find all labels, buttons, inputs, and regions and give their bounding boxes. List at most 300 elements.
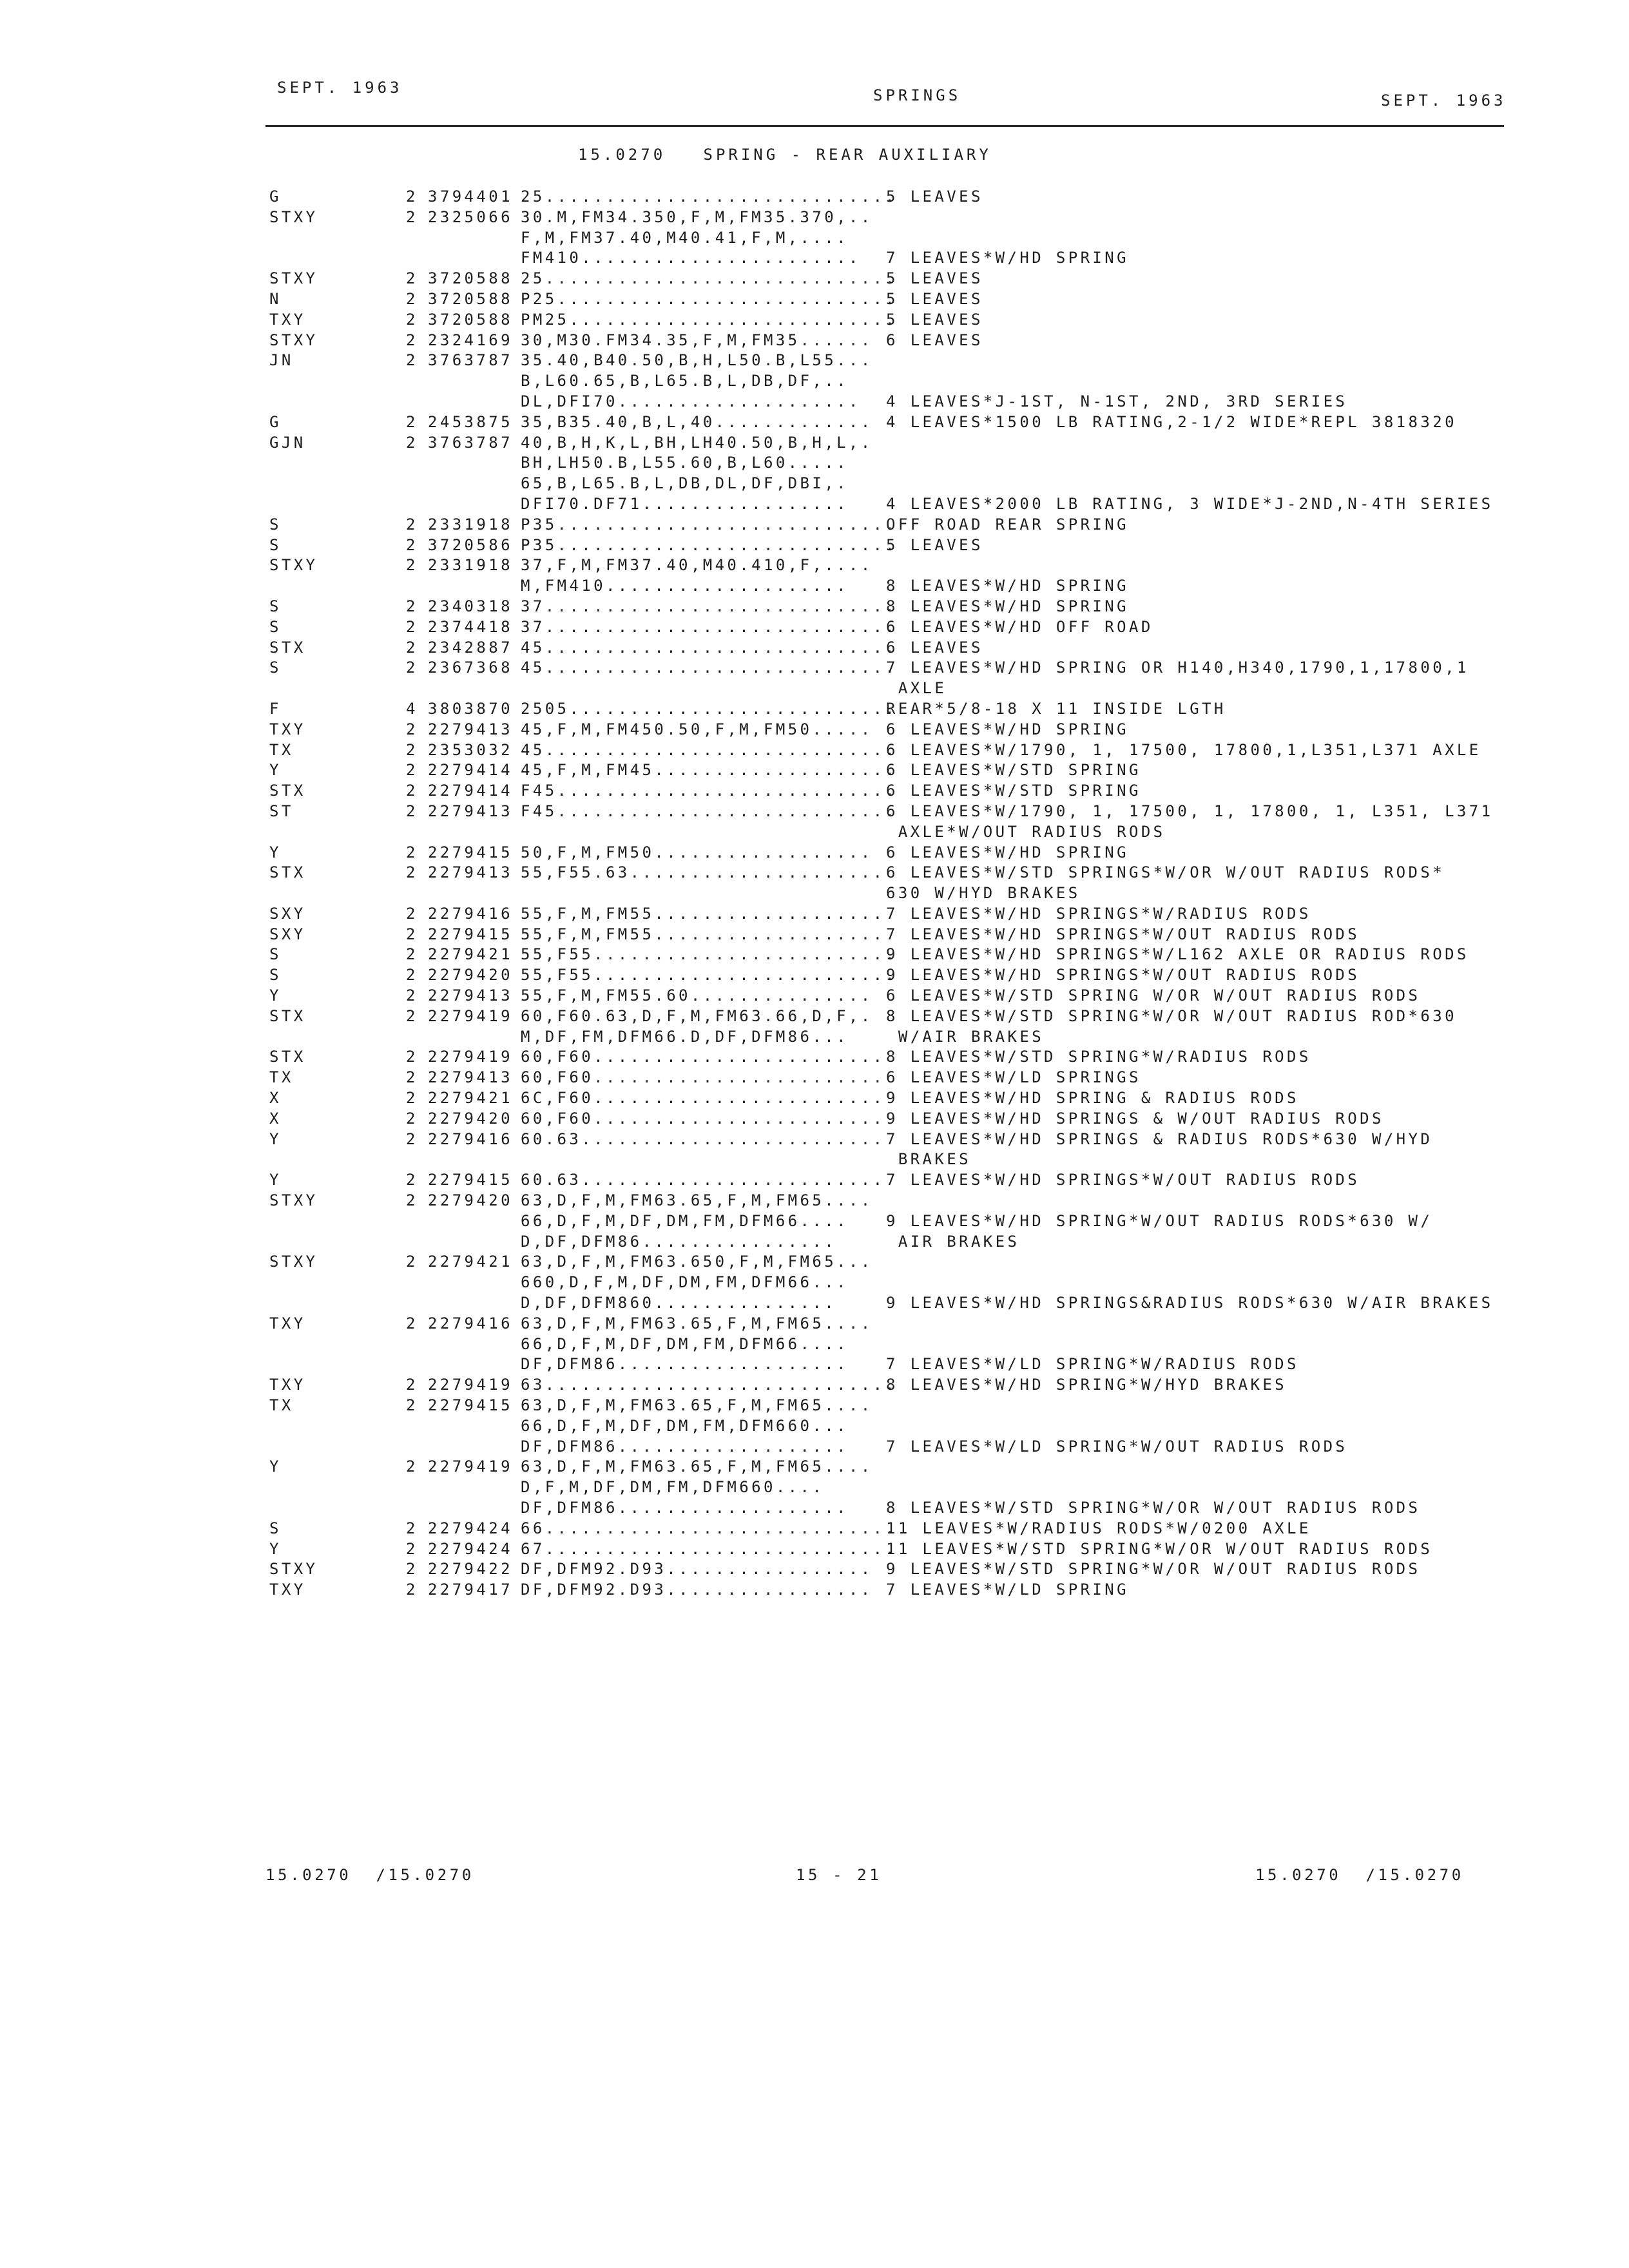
table-row: [269, 617, 1507, 638]
model-code: G: [269, 187, 282, 206]
table-row: [269, 576, 1507, 597]
model-code: TXY: [269, 1314, 306, 1332]
table-row: [269, 1354, 1507, 1375]
application: 6C,F60........................: [521, 1089, 885, 1108]
description: 5 LEAVES: [886, 269, 983, 288]
quantity: 2: [406, 863, 418, 882]
part-number: 2279419: [428, 1457, 513, 1476]
part-number: 3763787: [428, 351, 513, 370]
description: 6 LEAVES*W/STD SPRING W/OR W/OUT RADIUS RODS: [886, 986, 1421, 1005]
part-number: 2374418: [428, 617, 513, 636]
quantity: 2: [406, 1376, 418, 1394]
table-row: [269, 1477, 1507, 1498]
quantity: 2: [406, 207, 418, 226]
model-code: STX: [269, 863, 306, 882]
quantity: 2: [406, 617, 418, 636]
description: 7 LEAVES*W/LD SPRING: [886, 1581, 1129, 1599]
quantity: 2: [406, 310, 418, 329]
model-code: STXY: [269, 269, 318, 288]
description: REAR*5/8-18 X 11 INSIDE LGTH: [886, 699, 1226, 718]
model-code: TX: [269, 740, 294, 759]
quantity: 2: [406, 1129, 418, 1148]
table-row: [269, 289, 1507, 310]
part-number: 2279421: [428, 945, 513, 964]
table-row: [269, 1149, 1507, 1170]
application: 45.............................: [521, 638, 898, 657]
description: 9 LEAVES*W/HD SPRINGS*W/OUT RADIUS RODS: [886, 966, 1360, 985]
description: 6 LEAVES: [886, 331, 983, 349]
application: 55,F,M,FM55...................: [521, 904, 885, 923]
application: 660,D,F,M,DF,DM,FM,DFM66...: [521, 1273, 849, 1292]
table-row: [269, 1027, 1507, 1048]
part-number: 2279413: [428, 720, 513, 738]
table-row: [269, 412, 1507, 433]
quantity: 2: [406, 925, 418, 943]
table-row: [269, 1109, 1507, 1129]
application: D,DF,DFM86................: [521, 1232, 837, 1251]
part-number: 2279419: [428, 1048, 513, 1066]
model-code: STX: [269, 1048, 306, 1066]
part-number: 3720588: [428, 310, 513, 329]
part-number: 2279415: [428, 1396, 513, 1415]
footer-ref-left: 15.0270 /15.0270: [265, 1866, 474, 1884]
part-number: 3720586: [428, 535, 513, 554]
description: 6 LEAVES*W/STD SPRINGS*W/OR W/OUT RADIUS RODS*: [886, 863, 1445, 882]
quantity: 2: [406, 289, 418, 308]
model-code: JN: [269, 351, 294, 370]
table-row: [269, 1232, 1507, 1253]
description: 8 LEAVES*W/HD SPRING: [886, 577, 1129, 595]
quantity: 2: [406, 761, 418, 780]
quantity: 2: [406, 1068, 418, 1087]
table-row: [269, 1273, 1507, 1293]
model-code: X: [269, 1089, 282, 1108]
application: 37.............................: [521, 597, 898, 615]
table-row: [269, 1519, 1507, 1539]
model-code: Y: [269, 761, 282, 780]
model-code: STX: [269, 1006, 306, 1025]
table-row: [269, 904, 1507, 925]
description: 8 LEAVES*W/STD SPRING*W/OR W/OUT RADIUS ROD*630: [886, 1006, 1457, 1025]
application: 55,F,M,FM55.60...............: [521, 986, 873, 1005]
description: AXLE: [886, 679, 947, 698]
description: 9 LEAVES*W/HD SPRING*W/OUT RADIUS RODS*630 W/: [886, 1211, 1433, 1230]
table-row: [269, 535, 1507, 556]
table-row: [269, 883, 1507, 904]
table-row: [269, 658, 1507, 678]
description: 8 LEAVES*W/HD SPRING: [886, 597, 1129, 615]
description: 7 LEAVES*W/HD SPRINGS*W/OUT RADIUS RODS: [886, 925, 1360, 943]
description: 5 LEAVES: [886, 310, 983, 329]
part-number: 3794401: [428, 187, 513, 206]
table-row: [269, 1416, 1507, 1437]
quantity: 2: [406, 1109, 418, 1128]
application: 55,F,M,FM55...................: [521, 925, 885, 943]
model-code: S: [269, 966, 282, 985]
description: 9 LEAVES*W/HD SPRING & RADIUS RODS: [886, 1089, 1299, 1108]
quantity: 2: [406, 1191, 418, 1210]
model-code: ST: [269, 802, 294, 820]
application: 55,F55.........................: [521, 966, 898, 985]
table-row: [269, 1580, 1507, 1600]
table-row: [269, 228, 1507, 249]
model-code: STX: [269, 782, 306, 800]
description: AXLE*W/OUT RADIUS RODS: [886, 822, 1166, 841]
table-row: [269, 331, 1507, 351]
model-code: STXY: [269, 1253, 318, 1271]
table-row: [269, 1129, 1507, 1150]
application: DF,DFM92.D93.................: [521, 1560, 873, 1579]
application: M,FM410....................: [521, 577, 849, 595]
application: DFI70.DF71.................: [521, 494, 849, 513]
description: 6 LEAVES*W/HD OFF ROAD: [886, 617, 1153, 636]
model-code: Y: [269, 1171, 282, 1189]
quantity: 2: [406, 740, 418, 759]
model-code: STXY: [269, 331, 318, 349]
table-row: [269, 638, 1507, 658]
model-code: G: [269, 412, 282, 431]
description: 11 LEAVES*W/STD SPRING*W/OR W/OUT RADIUS RODS: [886, 1539, 1433, 1558]
model-code: Y: [269, 1129, 282, 1148]
application: DF,DFM86...................: [521, 1499, 849, 1517]
application: 37,F,M,FM37.40,M40.410,F,....: [521, 556, 873, 575]
description: 6 LEAVES*W/STD SPRING: [886, 761, 1141, 780]
description: 9 LEAVES*W/HD SPRINGS*W/L162 AXLE OR RADIUS RODS: [886, 945, 1469, 964]
table-row: [269, 515, 1507, 535]
description: 6 LEAVES*W/STD SPRING: [886, 782, 1141, 800]
quantity: 2: [406, 1314, 418, 1332]
part-number: 2279424: [428, 1539, 513, 1558]
description: AIR BRAKES: [886, 1232, 1020, 1251]
model-code: S: [269, 658, 282, 677]
description: 9 LEAVES*W/STD SPRING*W/OR W/OUT RADIUS RODS: [886, 1560, 1421, 1579]
model-code: N: [269, 289, 282, 308]
model-code: Y: [269, 843, 282, 861]
application: 2505...........................: [521, 699, 898, 718]
part-number: 2279424: [428, 1519, 513, 1537]
table-row: [269, 555, 1507, 576]
application: 50,F,M,FM50..................: [521, 843, 873, 861]
table-row: [269, 1252, 1507, 1273]
description: 7 LEAVES*W/LD SPRING*W/OUT RADIUS RODS: [886, 1437, 1348, 1456]
part-number: 2279417: [428, 1581, 513, 1599]
table-row: [269, 986, 1507, 1006]
description: 6 LEAVES*W/1790, 1, 17500, 1, 17800, 1, L351, L371: [886, 802, 1494, 820]
header-title: SPRINGS: [873, 86, 961, 104]
application: FM410.......................: [521, 249, 861, 267]
application: DF,DFM86...................: [521, 1437, 849, 1456]
quantity: 2: [406, 269, 418, 288]
part-number: 2279415: [428, 925, 513, 943]
quantity: 2: [406, 720, 418, 738]
table-row: [269, 1437, 1507, 1457]
part-number: 2325066: [428, 207, 513, 226]
part-number: 2279415: [428, 843, 513, 861]
description: OFF ROAD REAR SPRING: [886, 515, 1129, 533]
quantity: 2: [406, 597, 418, 615]
application: 60,F60........................: [521, 1109, 885, 1128]
table-row: [269, 597, 1507, 617]
part-number: 2342887: [428, 638, 513, 657]
table-row: [269, 740, 1507, 761]
part-number: 2279420: [428, 1109, 513, 1128]
application: F45............................: [521, 802, 898, 820]
description: 6 LEAVES: [886, 638, 983, 657]
quantity: 2: [406, 904, 418, 923]
application: 45,F,M,FM450.50,F,M,FM50.....: [521, 720, 873, 738]
table-row: [269, 1457, 1507, 1477]
table-row: [269, 720, 1507, 740]
model-code: S: [269, 515, 282, 533]
part-number: 2331918: [428, 556, 513, 575]
part-number: 2279414: [428, 782, 513, 800]
quantity: 2: [406, 433, 418, 452]
model-code: S: [269, 945, 282, 964]
quantity: 2: [406, 1048, 418, 1066]
table-row: [269, 945, 1507, 965]
table-row: [269, 1211, 1507, 1232]
application: M,DF,FM,DFM66.D,DF,DFM86...: [521, 1027, 849, 1046]
part-number: 2279413: [428, 863, 513, 882]
table-row: [269, 781, 1507, 802]
footer-ref-right: 15.0270 /15.0270: [1255, 1866, 1464, 1884]
application: D,F,M,DF,DM,FM,DFM660....: [521, 1478, 825, 1497]
application: 65,B,L65.B,L,DB,DL,DF,DBI,.: [521, 474, 849, 493]
table-row: [269, 1539, 1507, 1560]
table-row: [269, 1334, 1507, 1355]
quantity: 4: [406, 699, 418, 718]
part-number: 2353032: [428, 740, 513, 759]
model-code: S: [269, 1519, 282, 1537]
quantity: 2: [406, 1457, 418, 1476]
part-number: 2279420: [428, 966, 513, 985]
quantity: 2: [406, 412, 418, 431]
description: 6 LEAVES*W/LD SPRINGS: [886, 1068, 1141, 1087]
model-code: STXY: [269, 1191, 318, 1210]
application: 66.............................: [521, 1519, 898, 1537]
application: 45.............................: [521, 658, 898, 677]
model-code: STXY: [269, 207, 318, 226]
table-row: [269, 371, 1507, 392]
table-row: [269, 760, 1507, 781]
application: 63,D,F,M,FM63.65,F,M,FM65....: [521, 1396, 873, 1415]
quantity: 2: [406, 1006, 418, 1025]
part-number: 3720588: [428, 269, 513, 288]
table-row: [269, 822, 1507, 843]
part-number: 2279413: [428, 802, 513, 820]
part-number: 2279421: [428, 1089, 513, 1108]
model-code: STXY: [269, 556, 318, 575]
quantity: 2: [406, 802, 418, 820]
model-code: X: [269, 1109, 282, 1128]
quantity: 2: [406, 986, 418, 1005]
application: 67.............................: [521, 1539, 898, 1558]
table-row: [269, 187, 1507, 207]
table-row: [269, 1498, 1507, 1519]
table-row: [269, 1006, 1507, 1027]
table-row: [269, 1314, 1507, 1334]
quantity: 2: [406, 1171, 418, 1189]
table-row: [269, 1293, 1507, 1314]
part-number: 2279421: [428, 1253, 513, 1271]
part-number: 2279413: [428, 986, 513, 1005]
table-row: [269, 433, 1507, 454]
description: 6 LEAVES*W/HD SPRING: [886, 720, 1129, 738]
table-row: [269, 494, 1507, 515]
description: 5 LEAVES: [886, 187, 983, 206]
model-code: Y: [269, 1539, 282, 1558]
quantity: 2: [406, 515, 418, 533]
part-number: 2279419: [428, 1376, 513, 1394]
quantity: 2: [406, 1581, 418, 1599]
part-number: 2279416: [428, 904, 513, 923]
application: 60,F60........................: [521, 1048, 885, 1066]
part-number: 2279414: [428, 761, 513, 780]
model-code: TXY: [269, 1376, 306, 1394]
quantity: 2: [406, 966, 418, 985]
model-code: GJN: [269, 433, 306, 452]
description: 5 LEAVES: [886, 289, 983, 308]
application: F,M,FM37.40,M40.41,F,M,....: [521, 228, 849, 247]
model-code: Y: [269, 986, 282, 1005]
part-number: 2367368: [428, 658, 513, 677]
application: P25............................: [521, 289, 898, 308]
part-number: 3720588: [428, 289, 513, 308]
part-number: 2324169: [428, 331, 513, 349]
table-row: [269, 925, 1507, 945]
application: 55,F55.........................: [521, 945, 898, 964]
quantity: 2: [406, 1519, 418, 1537]
quantity: 2: [406, 1396, 418, 1415]
model-code: TXY: [269, 720, 306, 738]
application: 30.M,FM34.350,F,M,FM35.370,..: [521, 207, 873, 226]
application: 55,F55.63.....................: [521, 863, 885, 882]
model-code: S: [269, 617, 282, 636]
part-number: 2340318: [428, 597, 513, 615]
quantity: 2: [406, 1089, 418, 1108]
table-row: [269, 802, 1507, 822]
description: 5 LEAVES: [886, 535, 983, 554]
quantity: 2: [406, 658, 418, 677]
part-number: 3803870: [428, 699, 513, 718]
quantity: 2: [406, 843, 418, 861]
description: 630 W/HYD BRAKES: [886, 884, 1081, 903]
application: 60,F60.63,D,F,M,FM63.66,D,F,.: [521, 1006, 873, 1025]
application: 25.............................: [521, 269, 898, 288]
model-code: F: [269, 699, 282, 718]
table-row: [269, 248, 1507, 269]
application: 35.40,B40.50,B,H,L50.B,L55...: [521, 351, 873, 370]
part-number: 2279413: [428, 1068, 513, 1087]
part-number: 3763787: [428, 433, 513, 452]
part-number: 2279416: [428, 1314, 513, 1332]
quantity: 2: [406, 556, 418, 575]
application: PM25...........................: [521, 310, 898, 329]
description: 6 LEAVES*W/1790, 1, 17500, 17800,1,L351,L371 AXLE: [886, 740, 1481, 759]
application: 60.63.........................: [521, 1171, 885, 1189]
header-date-left: SEPT. 1963: [277, 79, 403, 97]
description: 9 LEAVES*W/HD SPRINGS & W/OUT RADIUS RODS: [886, 1109, 1384, 1128]
application: 37.............................: [521, 617, 898, 636]
application: 30,M30.FM34.35,F,M,FM35......: [521, 331, 873, 349]
table-row: [269, 1191, 1507, 1211]
application: 63,D,F,M,FM63.650,F,M,FM65...: [521, 1253, 873, 1271]
model-code: STXY: [269, 1560, 318, 1579]
table-row: [269, 1047, 1507, 1068]
table-row: [269, 207, 1507, 228]
description: 4 LEAVES*2000 LB RATING, 3 WIDE*J-2ND,N-4TH SERIES: [886, 494, 1494, 513]
table-row: [269, 310, 1507, 331]
table-row: [269, 1088, 1507, 1109]
part-number: 2331918: [428, 515, 513, 533]
application: 66,D,F,M,DF,DM,FM,DFM66....: [521, 1211, 849, 1230]
application: 63,D,F,M,FM63.65,F,M,FM65....: [521, 1191, 873, 1210]
application: F45............................: [521, 782, 898, 800]
application: 63,D,F,M,FM63.65,F,M,FM65....: [521, 1314, 873, 1332]
table-row: [269, 1396, 1507, 1416]
model-code: SXY: [269, 904, 306, 923]
description: 8 LEAVES*W/HD SPRING*W/HYD BRAKES: [886, 1376, 1287, 1394]
description: 7 LEAVES*W/HD SPRINGS*W/RADIUS RODS: [886, 904, 1311, 923]
table-row: [269, 1375, 1507, 1396]
application: 60,F60........................: [521, 1068, 885, 1087]
table-row: [269, 392, 1507, 412]
table-row: [269, 351, 1507, 371]
quantity: 2: [406, 535, 418, 554]
description: 6 LEAVES*W/HD SPRING: [886, 843, 1129, 861]
description: BRAKES: [886, 1150, 971, 1169]
description: 7 LEAVES*W/LD SPRING*W/RADIUS RODS: [886, 1355, 1299, 1374]
table-row: [269, 269, 1507, 289]
parts-table: [269, 187, 1507, 1600]
description: W/AIR BRAKES: [886, 1027, 1045, 1046]
application: DF,DFM86...................: [521, 1355, 849, 1374]
application: 40,B,H,K,L,BH,LH40.50,B,H,L,.: [521, 433, 873, 452]
quantity: 2: [406, 331, 418, 349]
header-rule: [265, 125, 1504, 127]
quantity: 2: [406, 1539, 418, 1558]
application: 66,D,F,M,DF,DM,FM,DFM660...: [521, 1416, 849, 1435]
model-code: TXY: [269, 310, 306, 329]
quantity: 2: [406, 187, 418, 206]
application: DF,DFM92.D93.................: [521, 1581, 873, 1599]
description: 8 LEAVES*W/STD SPRING*W/RADIUS RODS: [886, 1048, 1311, 1066]
application: 35,B35.40,B,L,40.............: [521, 412, 873, 431]
application: 45,F,M,FM45....................: [521, 761, 898, 780]
model-code: STX: [269, 638, 306, 657]
table-row: [269, 965, 1507, 986]
table-row: [269, 474, 1507, 494]
application: 66,D,F,M,DF,DM,FM,DFM66....: [521, 1334, 849, 1353]
quantity: 2: [406, 945, 418, 964]
quantity: 2: [406, 1560, 418, 1579]
model-code: S: [269, 597, 282, 615]
description: 7 LEAVES*W/HD SPRINGS & RADIUS RODS*630 W/HYD: [886, 1129, 1433, 1148]
application: 45.............................: [521, 740, 898, 759]
part-number: 2279415: [428, 1171, 513, 1189]
section-title: 15.0270 SPRING - REAR AUXILIARY: [578, 146, 992, 164]
description: 7 LEAVES*W/HD SPRING OR H140,H340,1790,1,17800,1: [886, 658, 1469, 677]
table-row: [269, 1170, 1507, 1191]
page-number: 15 - 21: [796, 1866, 882, 1884]
description: 8 LEAVES*W/STD SPRING*W/OR W/OUT RADIUS RODS: [886, 1499, 1421, 1517]
description: 7 LEAVES*W/HD SPRING: [886, 249, 1129, 267]
part-number: 2279419: [428, 1006, 513, 1025]
description: 4 LEAVES*J-1ST, N-1ST, 2ND, 3RD SERIES: [886, 392, 1348, 410]
table-row: [269, 699, 1507, 720]
application: B,L60.65,B,L65.B,L,DB,DF,..: [521, 372, 849, 390]
description: 11 LEAVES*W/RADIUS RODS*W/0200 AXLE: [886, 1519, 1311, 1537]
